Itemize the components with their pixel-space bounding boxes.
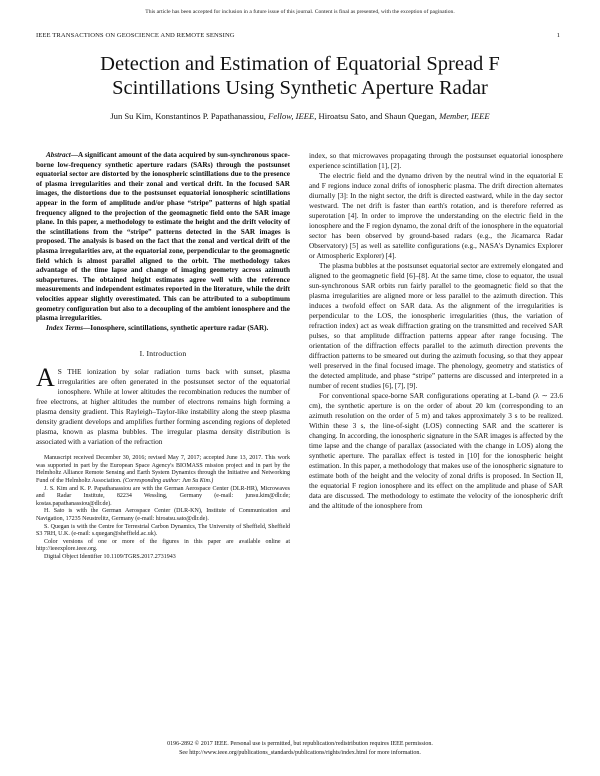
index-terms-text: —Ionosphere, scintillations, synthetic aperture radar (SAR). — [83, 323, 269, 332]
author-list — [20, 111, 580, 121]
intro-paragraph — [36, 363, 290, 447]
title-line-1: Detection and Estimation of Equatorial Spread F — [100, 53, 500, 75]
author-grade-member: Member, IEEE — [439, 111, 490, 121]
running-header: IEEE TRANSACTIONS ON GEOSCIENCE AND REMOTE SENSING — [36, 32, 235, 39]
page-number: 1 — [556, 32, 560, 39]
body-paragraph-1: index, so that microwaves propagating through the postsunset equatorial ionosphere experience scintillation [1], [2]. — [309, 151, 563, 170]
drop-cap: A — [36, 363, 55, 393]
footnote-color: Color versions of one or more of the figures in this paper are available online at http://ieeexplore.ieee.org. — [36, 538, 290, 553]
footnote-affiliation-3: S. Quegan is with the Centre for Terrestrial Carbon Dynamics, The University of Sheffield, Sheffield S3 7RH, U.K. (e-mail: s.quegan@sheffield.ac.uk). — [36, 523, 290, 538]
intro-text: S THE ionization by solar radiation turns back with sunset, plasma irregularities are often generated in the postsunset sector of the equatorial ionosphere. While at lower altitudes the recombination reduces the number of free electrons, at higher altitudes the number of electrons remains high forming a plasma density gradient. This Rayleigh–Taylor-like instability along the steep plasma density gradient develops and amplifies further forming ascending regions of depleted plasma, known as plasma bubbles. The irregular plasma density distribution is associated with a variation of the refraction — [36, 367, 290, 447]
authors-part-2: , Hiroatsu Sato, and Shaun Quegan, — [314, 111, 440, 121]
footnote-affiliation-1: J. S. Kim and K. P. Papathanassiou are with the German Aerospace Center (DLR-HR), Microwaves and Radar Institute, 82234 Wessling, Germany (e-mail: junsu.kim@dlr.de; kostas.papathanassiou@dlr.de). — [36, 485, 290, 507]
index-terms-lead: Index Terms — [46, 323, 84, 332]
title-line-2: Scintillations Using Synthetic Aperture Radar — [112, 77, 488, 99]
authors-part-1: Jun Su Kim, Konstantinos P. Papathanassiou, — [110, 111, 269, 121]
footer-line-1: 0196-2892 © 2017 IEEE. Personal use is permitted, but republication/redistribution requires IEEE permission. — [167, 741, 433, 747]
section-heading-introduction: I. Introduction — [139, 349, 187, 359]
footnote-received: Manuscript received December 30, 2016; revised May 7, 2017; accepted June 13, 2017. This work was supported in part by the European Space Agency's BIOMASS mission project and in part by the Helmholtz Alliance Remote Sensing and Earth System Dynamics through the Initiative and Networking Fund of the Helmholtz Association. (Corresponding author: Jun Su Kim.) — [36, 455, 290, 485]
copyright-footer — [0, 740, 600, 757]
author-grade-fellow: Fellow, IEEE — [268, 111, 315, 121]
right-column — [309, 151, 563, 511]
abstract-text: —A significant amount of the data acquired by sun-synchronous space-borne low-frequency synthetic aperture radars (SARs) through the postsunset equatorial sector are distorted by the ionospheric scintillations due to the presence of plasma irregularities and their zonal and vertical drift. In the focused SAR images, the distortions due to the postsunset equatorial ionospheric scintillations appear in the form of amplitude and/or phase “stripe” patterns of high spatial frequency aligned to the projection of the geomagnetic field onto the SAR image plane. In this paper, a methodology to estimate the height and the drift velocity of the scintillations from the “stripe” patterns detected in the SAR images is proposed. The analysis is based on the fact that the zonal and vertical drift of the plasma irregularities are, at the equatorial zone, perpendicular to the geomagnetic field which is almost parallel aligned to the orbit. The methodology takes advantage of the time lapse and change of imaging geometry across azimuth subapertures. The obtained height estimates agree well with the reference measurements and independent estimates reported in the literature, while the drift velocities appear slightly overestimated. This can be attributed to a suboptimum geometry configuration but also to a decoupling of the ambient ionosphere and the plasma irregularities. — [36, 151, 290, 323]
abstract-lead: Abstract — [46, 151, 71, 159]
footer-line-2: See http://www.ieee.org/publications_standards/publications/rights/index.html for more information. — [179, 749, 421, 756]
left-column — [36, 151, 290, 562]
index-terms — [36, 324, 290, 334]
footnote-affiliation-2: H. Sato is with the German Aerospace Center (DLR-KN), Institute of Communication and Navigation, 17235 Neustrelitz, Germany (e-mail: hiroatsu.sato@dlr.de). — [36, 508, 290, 523]
acceptance-notice: This article has been accepted for inclusion in a future issue of this journal. Content is final as presented, with the exception of pagination. — [145, 9, 455, 15]
footnotes — [36, 455, 290, 561]
body-paragraph-3: The plasma bubbles at the postsunset equatorial sector are extremely elongated and aligned to the geomagnetic field [6]–[8]. At the same time, close to equator, the usual sun-synchronous SAR orbits run fairly parallel to the geomagnetic field so that the plasma irregularities are aligned more or less parallel to the azimuth direction. This induces a twofold effect on SAR data. As the alignment of the irregularities is perpendicular to the LOS, the ionospheric irregularities (thus, the variation of refraction index) act as weak diffraction grating on the transmitted and received SAR pulses, so that amplitude diffraction patterns appear after range focusing. The orientation of the diffraction effects parallel to the azimuth direction prevents the diffraction patterns to be smeared out during the azimuth focusing, so that they appear well preserved in the final focused image. The phenology, geometry and statistics of the detected amplitude, and phase “stripe” patterns are discussed and interpreted in a number of recent studies [6], [7], [9]. — [309, 261, 563, 390]
footnote-doi: Digital Object Identifier 10.1109/TGRS.2017.2731943 — [44, 554, 176, 560]
footnote-corresponding: (Corresponding author: Jun Su Kim.) — [123, 478, 214, 485]
paper-title — [30, 52, 570, 100]
abstract — [36, 151, 290, 324]
body-paragraph-4: For conventional space-borne SAR configurations operating at L-band (λ ∼ 23.6 cm), the synthetic aperture is on the order of about 20 km (corresponding to an azimuth resolution on the order of 5 m) and takes approximately 3 s to be realized. Within these 3 s, the line-of-sight (LOS) connecting SAR and the scatterer is changing. In according, the ionospheric signature in the SAR images is affected by the time lapse and the change of parallax (associated with the change in LOS) along the synthetic aperture. The parallax effect is tested in [10] for the ionospheric height estimation. In this paper, a methodology that makes use of the ionospheric signature to estimate both of the height and the velocity of zonal drifts is proposed. In Section II, the equatorial F region ionosphere and its effect on the amplitude and phase of SAR data are discussed. The methodology to estimate the velocity of the ionospheric drift and the altitude of the ionosphere from — [309, 391, 563, 510]
body-paragraph-2: The electric field and the dynamo driven by the neutral wind in the equatorial E and F regions induce zonal drifts of ionospheric plasma. The drift direction alternates diurnally [3]: In the night sector, the drift is directed eastward, while in the day sector westward. The net drift is faster than earth's rotation, and is therefore referred as superotation [4]. In order to improve the understanding on the electric field in the ionosphere and the F region dynamo, the zonal drift of the ionosphere in the equatorial sector has been observed by ground-based radars (e.g., the Jicamarca Radar Observatory) [5] as well as satellite configurations (e.g., NASA's Dynamics Explorer or Atmospheric Explorer) [4]. — [309, 171, 563, 260]
